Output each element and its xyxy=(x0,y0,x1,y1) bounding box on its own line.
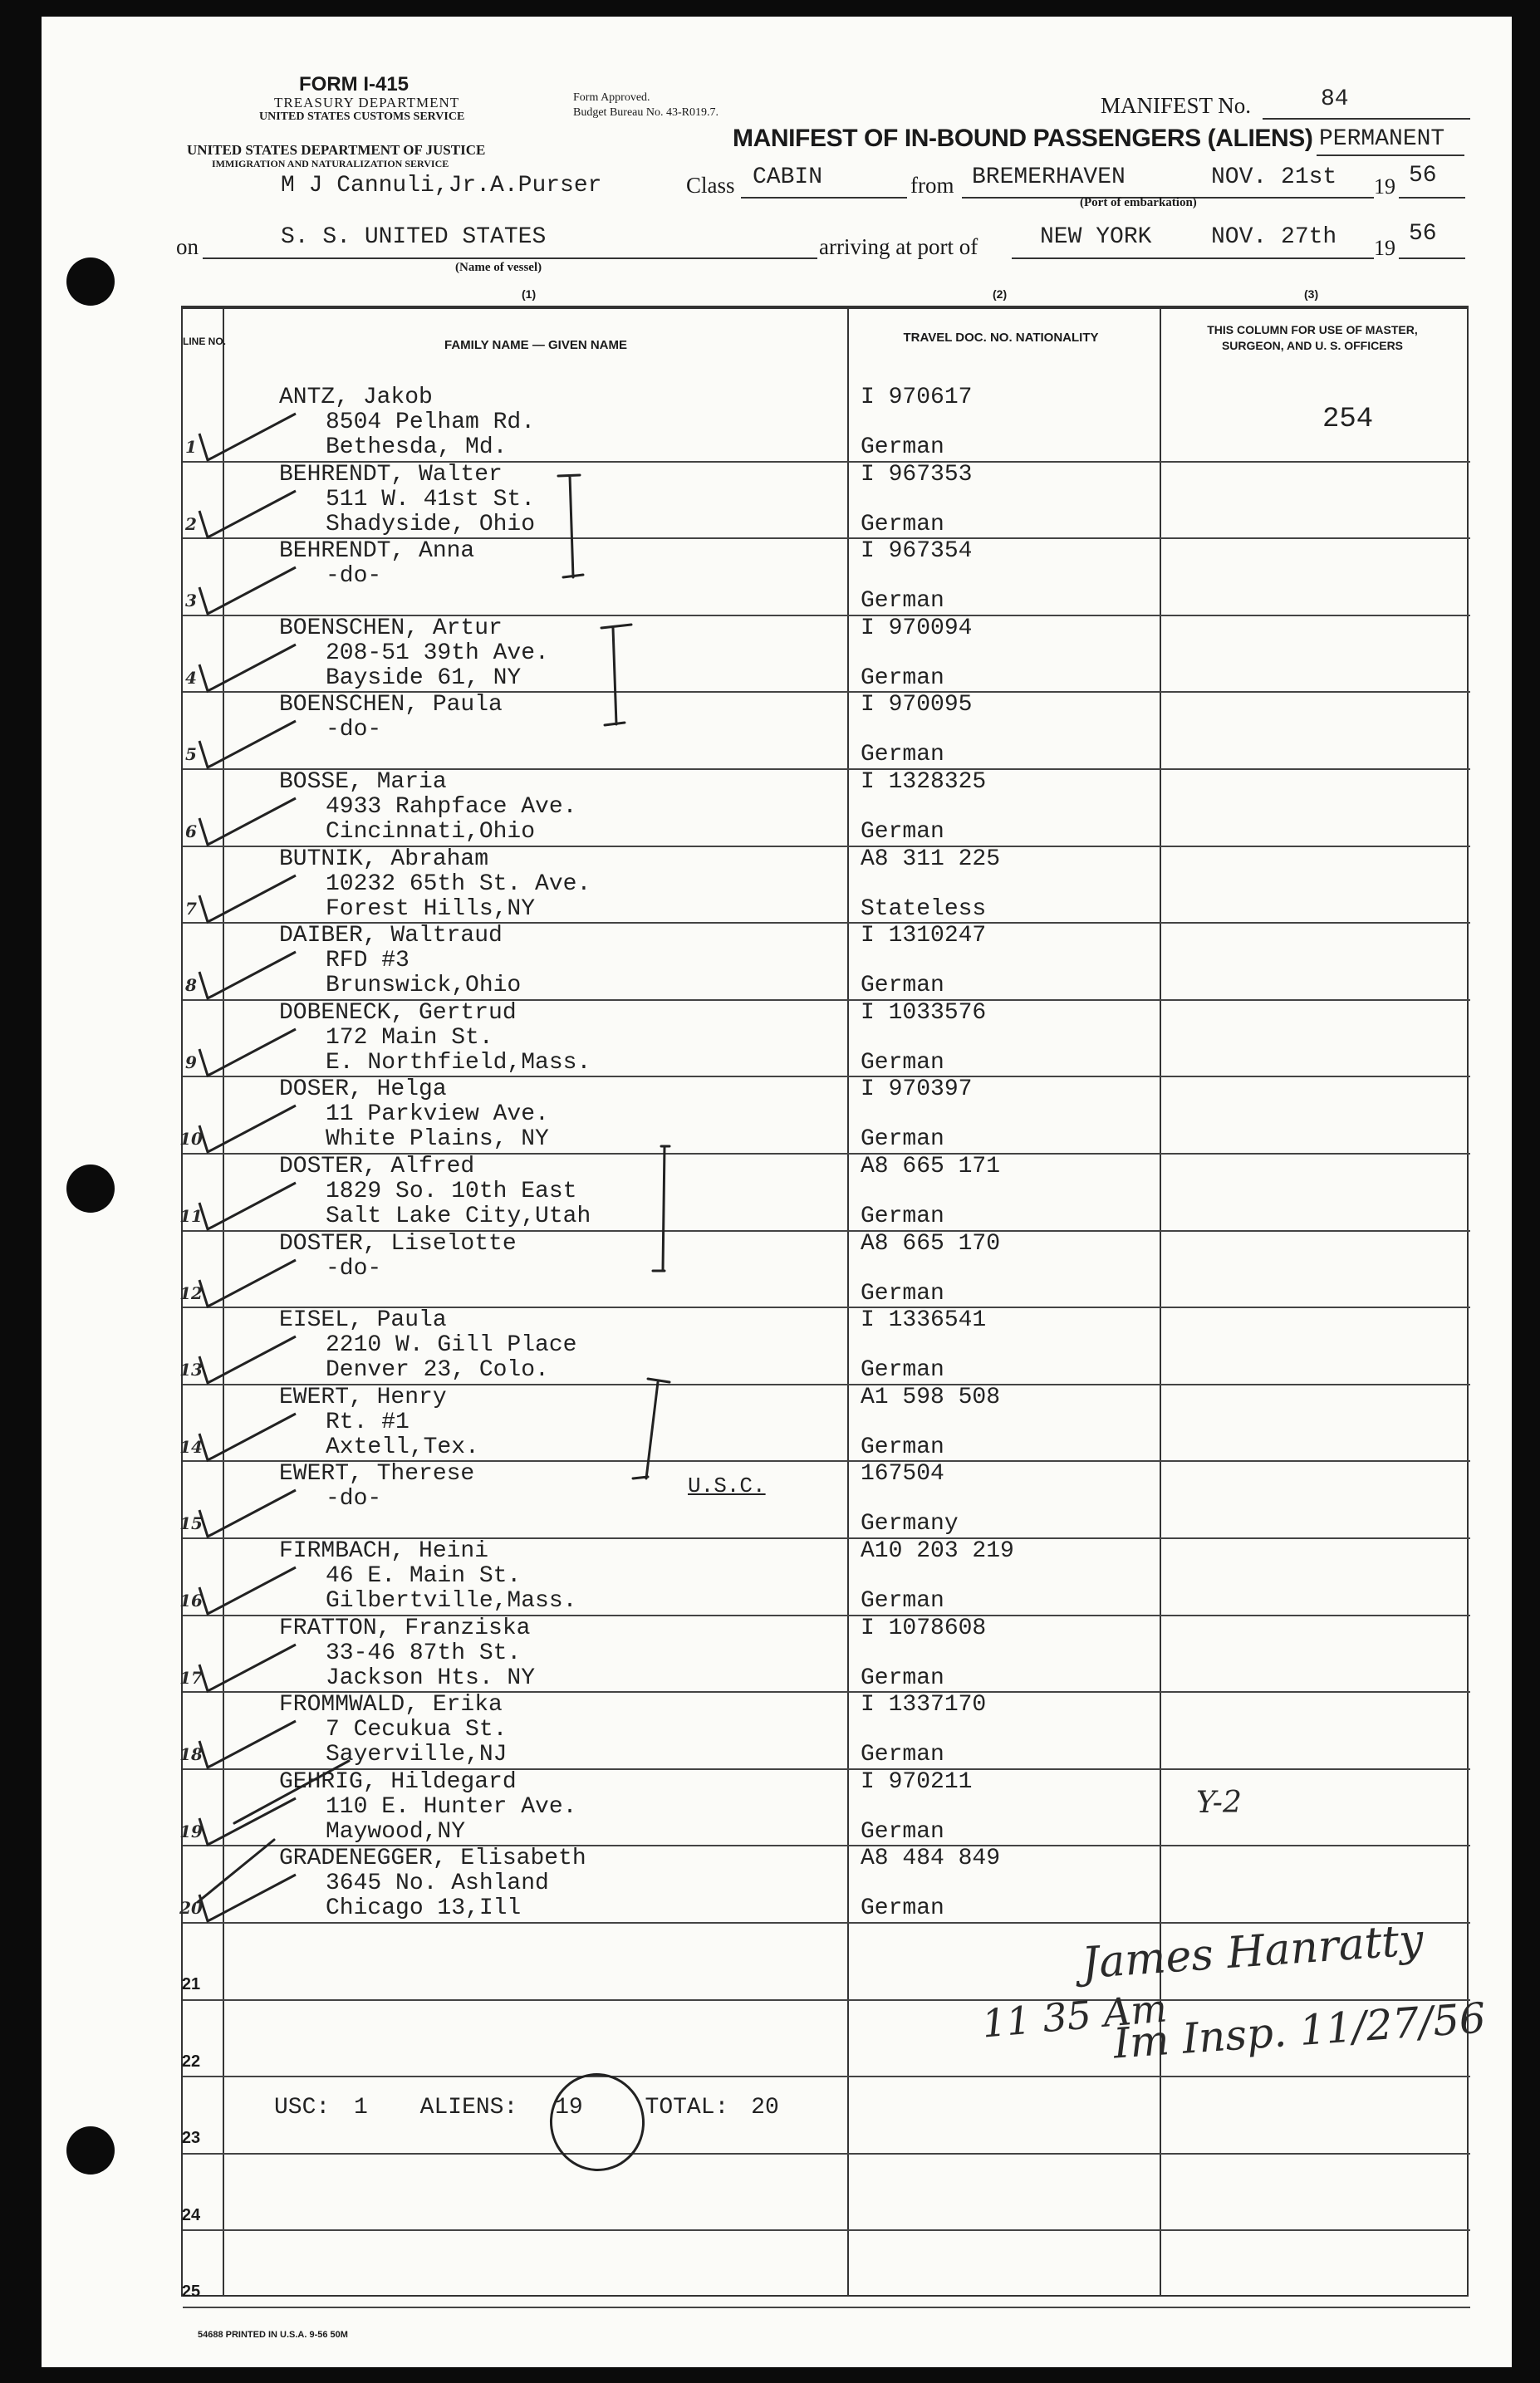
passenger-address-line: 33-46 87th St. xyxy=(326,1640,522,1666)
passenger-address-line: RFD #3 xyxy=(326,948,410,973)
nationality: German xyxy=(861,434,944,460)
nationality: German xyxy=(861,1665,944,1691)
usc-label: USC: xyxy=(274,2095,331,2121)
passenger-address-line: 3645 No. Ashland xyxy=(326,1871,549,1896)
arrival-year-prefix: 19 xyxy=(1374,236,1395,260)
passenger-address-line: 511 W. 41st St. xyxy=(326,487,536,512)
passenger-address-line: Rt. #1 xyxy=(326,1410,410,1435)
purser-name: M J Cannuli,Jr.A.Purser xyxy=(281,173,602,199)
line-number: 15 xyxy=(179,1513,203,1533)
passenger-name: GRADENEGGER, Elisabeth xyxy=(279,1846,586,1871)
aliens-label: ALIENS: xyxy=(419,2095,518,2121)
passenger-address-line: 172 Main St. xyxy=(326,1025,493,1051)
travel-doc-number: A1 598 508 xyxy=(861,1385,1001,1410)
passenger-name: FROMMWALD, Erika xyxy=(279,1692,503,1718)
passenger-address-line: Salt Lake City,Utah xyxy=(326,1204,591,1229)
nationality: German xyxy=(861,819,944,845)
passenger-name: EWERT, Henry xyxy=(279,1385,447,1410)
embark-port: BREMERHAVEN xyxy=(972,164,1126,190)
travel-doc-number: I 1336541 xyxy=(861,1307,987,1333)
line-20-strike xyxy=(198,1840,274,1902)
travel-doc-number: I 967354 xyxy=(861,538,973,564)
line-number: 23 xyxy=(181,2129,201,2147)
travel-doc-number: A8 484 849 xyxy=(861,1846,1001,1871)
form-number: FORM I-415 xyxy=(299,73,410,96)
passenger-name: DOSTER, Liselotte xyxy=(279,1231,517,1257)
passenger-address-line: 2210 W. Gill Place xyxy=(326,1332,577,1358)
line-number: 8 xyxy=(185,975,197,995)
passenger-address-line: 8504 Pelham Rd. xyxy=(326,409,536,435)
embark-date: NOV. 21st xyxy=(1211,164,1337,190)
officer-number: 254 xyxy=(1322,404,1374,435)
travel-doc-number: I 1078608 xyxy=(861,1616,987,1641)
travel-doc-number: A8 665 171 xyxy=(861,1154,1001,1179)
embark-year: 56 xyxy=(1409,163,1437,189)
line-number: 14 xyxy=(179,1437,203,1457)
passenger-address-line: 11 Parkview Ave. xyxy=(326,1101,549,1127)
passenger-address-line: Forest Hills,NY xyxy=(326,896,536,922)
passenger-name: EISEL, Paula xyxy=(279,1307,447,1333)
class-value: CABIN xyxy=(753,164,823,190)
passenger-name: DOBENECK, Gertrud xyxy=(279,1000,517,1026)
arrival-date: NOV. 27th xyxy=(1211,224,1337,250)
handwritten-mark-19: Y-2 xyxy=(1196,1786,1242,1820)
nationality: German xyxy=(861,665,944,691)
line-number: 12 xyxy=(179,1283,203,1303)
line-number: 7 xyxy=(185,899,197,919)
passenger-address-line: Gilbertville,Mass. xyxy=(326,1588,577,1614)
passenger-name: BOENSCHEN, Artur xyxy=(279,615,503,641)
nationality: German xyxy=(861,742,944,767)
passenger-name: BEHRENDT, Walter xyxy=(279,462,503,488)
line-number: 13 xyxy=(179,1360,203,1380)
passenger-address-line: -do- xyxy=(326,1256,382,1282)
line-number: 9 xyxy=(185,1052,197,1072)
nationality: German xyxy=(861,1357,944,1383)
travel-doc-number: A8 665 170 xyxy=(861,1231,1001,1257)
line-number: 4 xyxy=(185,668,197,688)
officers-column-header: THIS COLUMN FOR USE OF MASTER, SURGEON, AND U. S. OFFICERS xyxy=(1207,323,1418,352)
passenger-name: BOSSE, Maria xyxy=(279,769,447,795)
line-no-header: LINE NO. xyxy=(183,336,227,347)
bracket-mark xyxy=(601,625,631,725)
travel-doc-number: I 1337170 xyxy=(861,1692,987,1718)
passenger-address-line: Bayside 61, NY xyxy=(326,665,522,691)
column-number-2: (2) xyxy=(993,287,1008,301)
passenger-address-line: 208-51 39th Ave. xyxy=(326,640,549,666)
nationality: German xyxy=(861,1126,944,1152)
passenger-address-line: Chicago 13,Ill xyxy=(326,1895,522,1921)
passenger-address-line: White Plains, NY xyxy=(326,1126,549,1152)
total-label: TOTAL: xyxy=(645,2095,729,2121)
passenger-address-line: Denver 23, Colo. xyxy=(326,1357,549,1383)
arrival-port: NEW YORK xyxy=(1040,224,1152,250)
passenger-address-line: -do- xyxy=(326,563,382,589)
passenger-name: DOSER, Helga xyxy=(279,1076,447,1102)
line-number: 25 xyxy=(181,2282,201,2301)
arrival-year: 56 xyxy=(1409,221,1437,247)
column-number-1: (1) xyxy=(522,287,537,301)
passenger-name: ANTZ, Jakob xyxy=(279,385,433,410)
passenger-address-line: Shadyside, Ohio xyxy=(326,512,536,537)
travel-doc-number: I 1328325 xyxy=(861,769,987,795)
passenger-name: FIRMBACH, Heini xyxy=(279,1538,489,1564)
inspector-signature: James Hanratty xyxy=(1080,1915,1425,1989)
passenger-address-line: Sayerville,NJ xyxy=(326,1742,508,1768)
passenger-address-line: -do- xyxy=(326,717,382,743)
doj-label: UNITED STATES DEPARTMENT OF JUSTICE xyxy=(187,142,486,158)
passenger-address-line: Brunswick,Ohio xyxy=(326,973,522,998)
line-number: 20 xyxy=(179,1898,203,1918)
nationality: German xyxy=(861,1895,944,1921)
nationality: German xyxy=(861,588,944,614)
embark-caption: (Port of embarkation) xyxy=(1080,196,1197,209)
travel-doc-number: I 970095 xyxy=(861,692,973,718)
travel-doc-number: A10 203 219 xyxy=(861,1538,1014,1564)
travel-doc-number: I 1310247 xyxy=(861,923,987,949)
passenger-name: EWERT, Therese xyxy=(279,1461,475,1487)
travel-doc-number: I 967353 xyxy=(861,462,973,488)
line-number: 22 xyxy=(181,2052,201,2071)
name-column-header: FAMILY NAME — GIVEN NAME xyxy=(444,338,628,352)
passenger-address-line: E. Northfield,Mass. xyxy=(326,1050,591,1076)
customs-service: UNITED STATES CUSTOMS SERVICE xyxy=(259,110,465,123)
from-label: from xyxy=(910,173,954,198)
line-number: 1 xyxy=(185,437,197,457)
travel-doc-number: I 1033576 xyxy=(861,1000,987,1026)
line-number: 3 xyxy=(185,591,197,610)
passenger-name: DOSTER, Alfred xyxy=(279,1154,475,1179)
total-count: 20 xyxy=(751,2095,779,2121)
line-number: 18 xyxy=(179,1744,203,1764)
embark-year-prefix: 19 xyxy=(1374,174,1395,199)
line-number: 16 xyxy=(179,1591,203,1611)
travel-doc-number: 167504 xyxy=(861,1461,944,1487)
passenger-address-line: -do- xyxy=(326,1486,382,1512)
manifest-title: MANIFEST OF IN-BOUND PASSENGERS (ALIENS) xyxy=(733,125,1313,152)
nationality: Germany xyxy=(861,1511,959,1537)
line-number: 10 xyxy=(179,1129,203,1149)
manifest-type: PERMANENT xyxy=(1319,126,1445,152)
nationality: German xyxy=(861,1281,944,1307)
column-number-3: (3) xyxy=(1304,287,1319,301)
bracket-mark xyxy=(558,475,583,577)
arriving-label: arriving at port of xyxy=(819,234,978,259)
inspector-time: 11 35 Am xyxy=(980,1985,1170,2047)
passenger-address-line: 4933 Rahpface Ave. xyxy=(326,794,577,820)
vessel-caption: (Name of vessel) xyxy=(455,261,542,274)
nationality: German xyxy=(861,973,944,998)
passenger-address-line: Axtell,Tex. xyxy=(326,1434,479,1460)
travel-doc-number: I 970397 xyxy=(861,1076,973,1102)
usc-count: 1 xyxy=(354,2095,368,2121)
passenger-name: BOENSCHEN, Paula xyxy=(279,692,503,718)
passenger-name: GEHRIG, Hildegard xyxy=(279,1769,517,1795)
line-number: 5 xyxy=(185,744,197,764)
printer-imprint: 54688 PRINTED IN U.S.A. 9-56 50M xyxy=(198,2330,348,2340)
travel-column-header: TRAVEL DOC. NO. NATIONALITY xyxy=(903,331,1099,345)
travel-doc-number: A8 311 225 xyxy=(861,846,1001,872)
passenger-name: BEHRENDT, Anna xyxy=(279,538,475,564)
travel-doc-number: I 970094 xyxy=(861,615,973,641)
bracket-mark xyxy=(633,1379,669,1478)
line-number: 21 xyxy=(181,1975,201,1993)
line-number: 24 xyxy=(181,2206,201,2224)
budget-bureau: Budget Bureau No. 43-R019.7. xyxy=(573,106,719,119)
nationality: German xyxy=(861,1742,944,1768)
nationality: German xyxy=(861,1050,944,1076)
line-19-strike xyxy=(234,1761,349,1823)
line-number: 2 xyxy=(185,514,197,534)
line-number: 6 xyxy=(185,821,197,841)
line-number: 11 xyxy=(179,1206,203,1226)
nationality: German xyxy=(861,1434,944,1460)
nationality: German xyxy=(861,1588,944,1614)
passenger-address-line: 110 E. Hunter Ave. xyxy=(326,1794,577,1820)
form-approved: Form Approved. xyxy=(573,91,650,104)
passenger-name: BUTNIK, Abraham xyxy=(279,846,489,872)
on-label: on xyxy=(176,234,199,259)
travel-doc-number: I 970211 xyxy=(861,1769,973,1795)
passenger-address-line: Maywood,NY xyxy=(326,1819,466,1845)
manifest-no-label: MANIFEST No. xyxy=(1101,93,1252,118)
treasury-department: TREASURY DEPARTMENT xyxy=(274,95,460,110)
nationality: German xyxy=(861,512,944,537)
nationality: German xyxy=(861,1819,944,1845)
passenger-address-line: Cincinnati,Ohio xyxy=(326,819,536,845)
ins-label: IMMIGRATION AND NATURALIZATION SERVICE xyxy=(212,158,449,169)
vessel-name: S. S. UNITED STATES xyxy=(281,224,547,250)
travel-doc-number: I 970617 xyxy=(861,385,973,410)
passenger-name: FRATTON, Franziska xyxy=(279,1616,531,1641)
nationality: Stateless xyxy=(861,896,987,922)
bracket-mark xyxy=(653,1146,669,1271)
line-number: 17 xyxy=(179,1668,203,1688)
passenger-address-line: 1829 So. 10th East xyxy=(326,1179,577,1204)
manifest-number: 84 xyxy=(1321,86,1349,112)
passenger-address-line: 10232 65th St. Ave. xyxy=(326,871,591,897)
line-number: 19 xyxy=(179,1822,203,1841)
passenger-address-line: Jackson Hts. NY xyxy=(326,1665,536,1691)
passenger-address-line: 7 Cecukua St. xyxy=(326,1717,508,1743)
class-label: Class xyxy=(686,173,735,198)
passenger-name: DAIBER, Waltraud xyxy=(279,923,503,949)
inspector-note: Im Insp. 11/27/56 xyxy=(1111,1993,1488,2068)
nationality: German xyxy=(861,1204,944,1229)
passenger-address-line: Bethesda, Md. xyxy=(326,434,508,460)
passenger-address-line: 46 E. Main St. xyxy=(326,1563,522,1589)
aliens-count: 19 xyxy=(555,2095,583,2121)
usc-note: U.S.C. xyxy=(688,1473,766,1498)
